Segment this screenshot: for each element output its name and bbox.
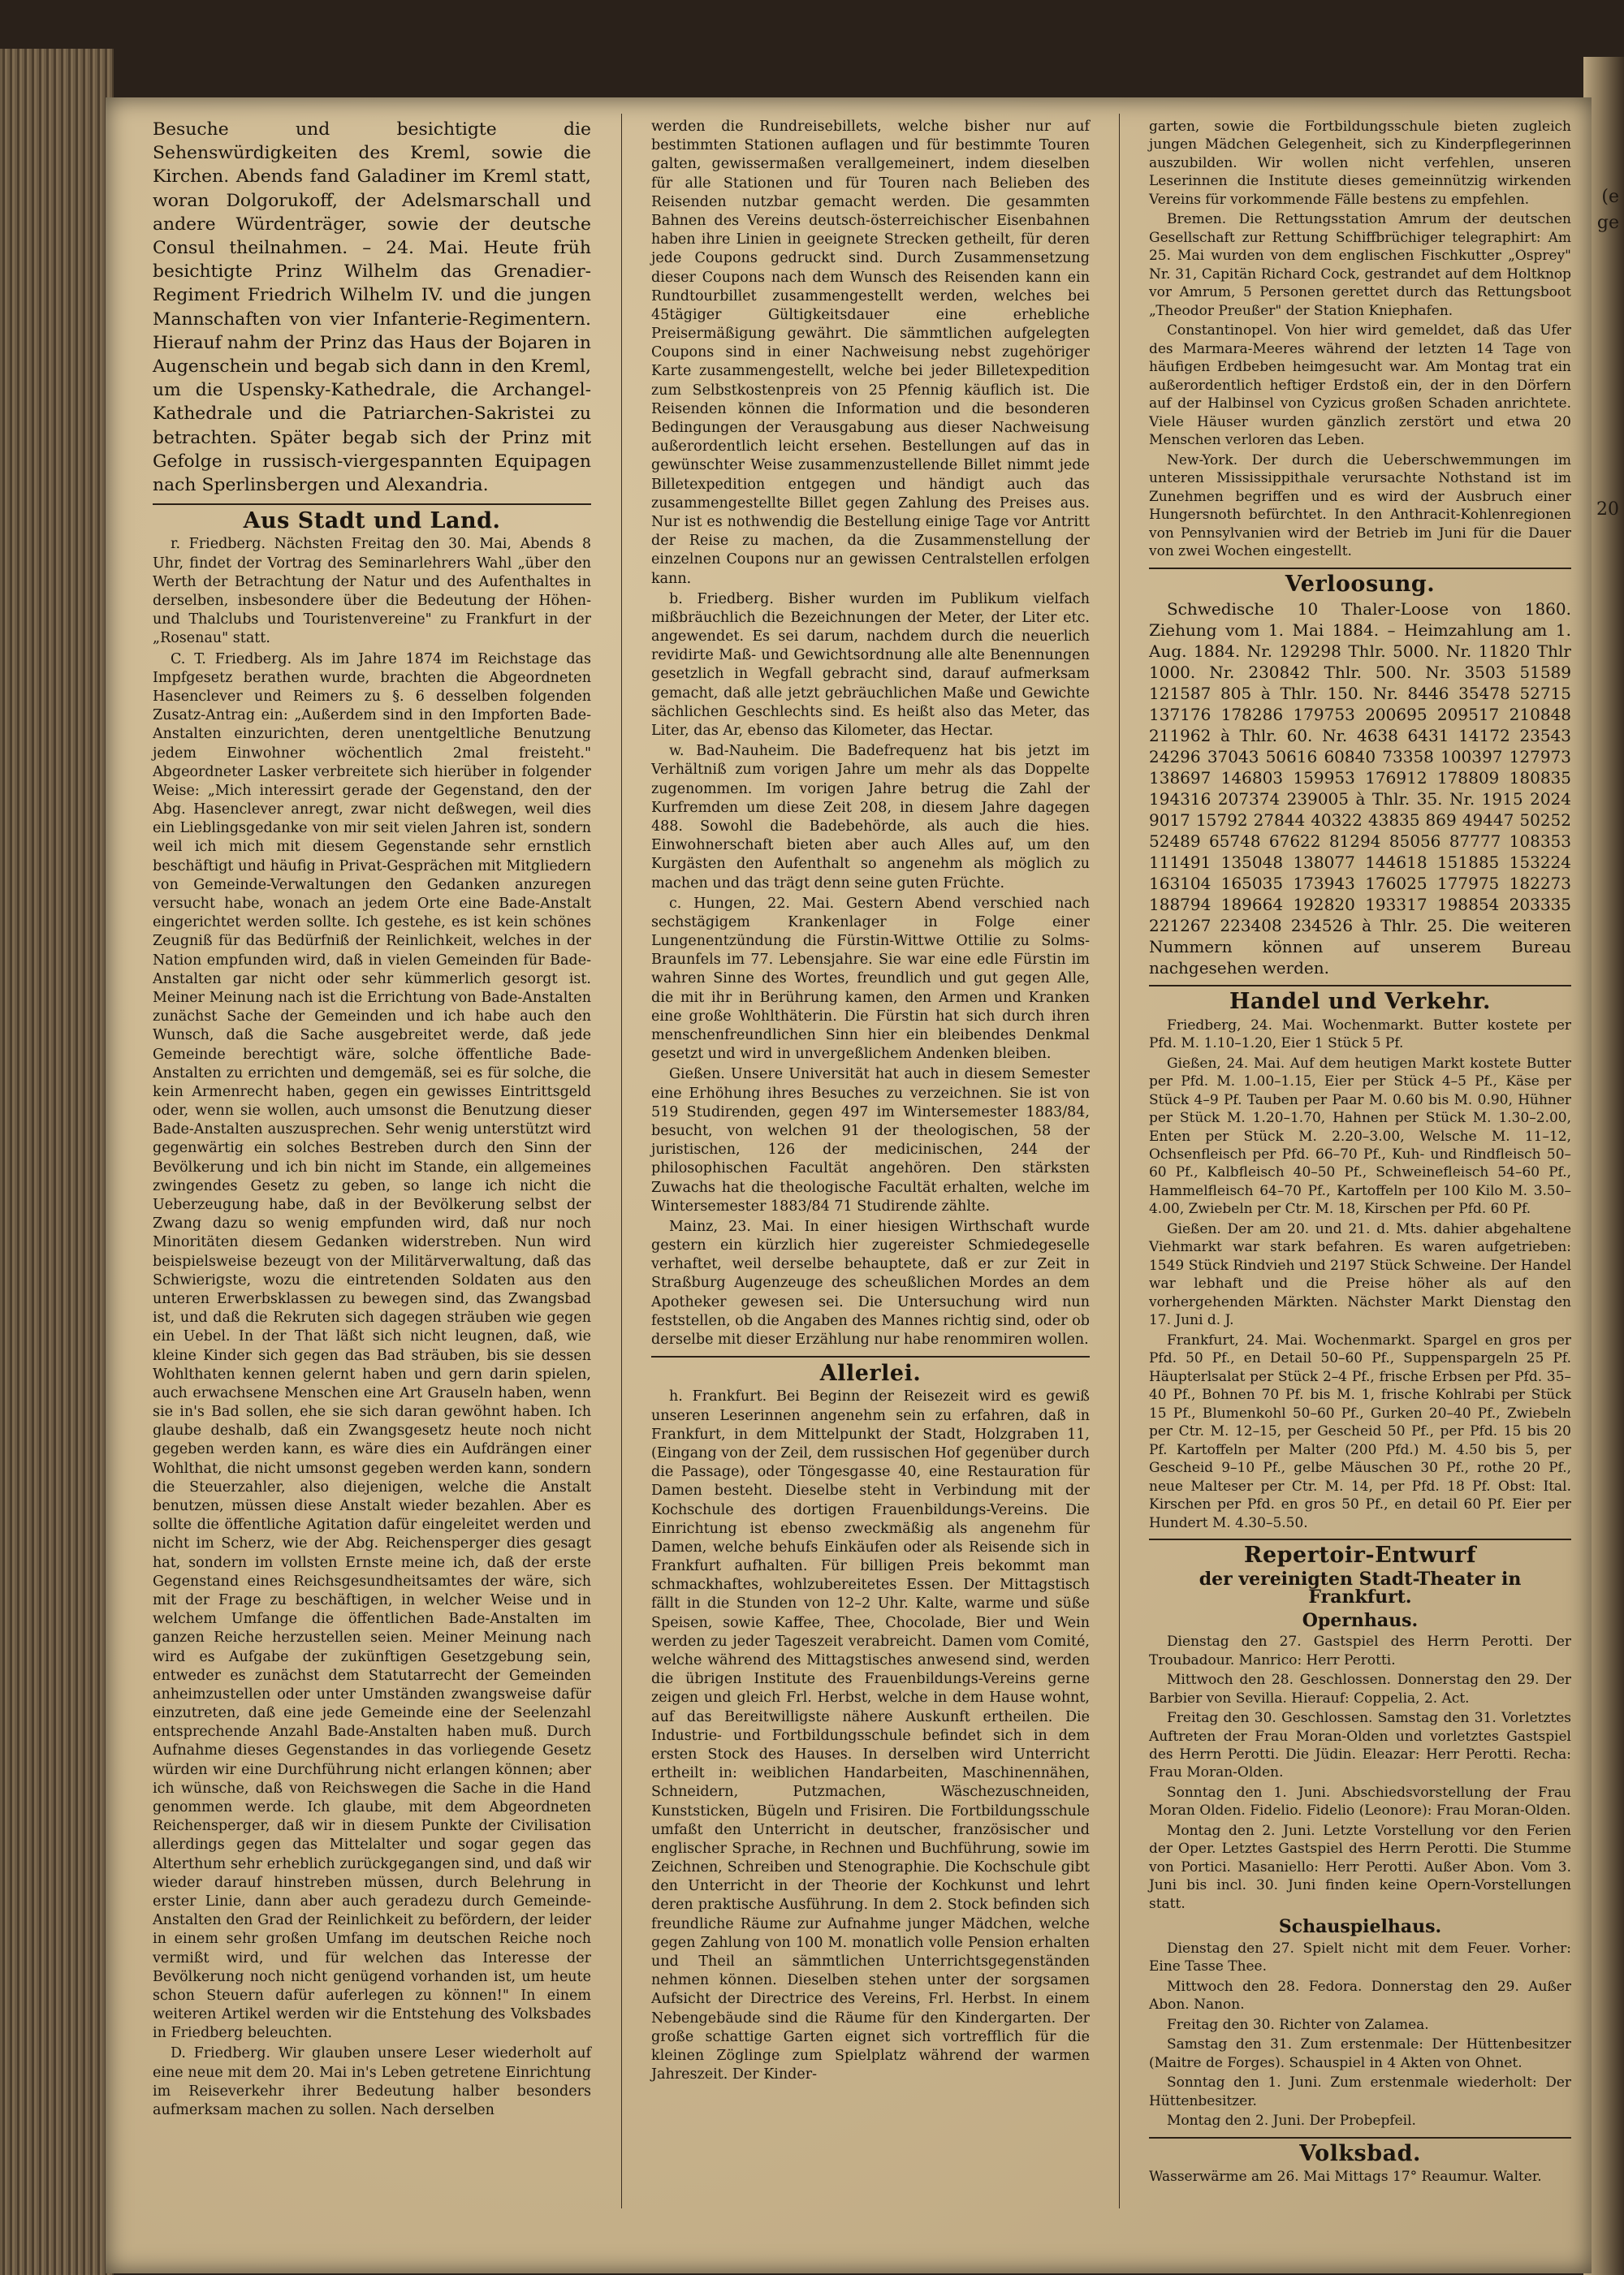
- repertoire-entry: Dienstag den 27. Gastspiel des Herrn Perotti. Der Troubadour. Manrico: Herr Perotti.: [1149, 1634, 1571, 1668]
- edge-fragment: 20: [1596, 499, 1619, 520]
- section-heading-public-bath: Volksbad.: [1299, 2140, 1421, 2166]
- repertoire-entry: Mittwoch den 28. Fedora. Donnerstag den 29. Außer Abon. Nanon.: [1149, 1978, 1571, 2014]
- repertoire-entry: Montag den 2. Juni. Der Probepfeil.: [1167, 2113, 1416, 2130]
- repertoire-entry: Freitag den 30. Geschlossen. Samstag den 31. Vorletztes Auftreten der Frau Moran-Olden und vorletztes Gastspiel des Herrn Perotti. Die Jüdin. Eleazar: Herr Perotti. Recha: Frau Moran-Olden.: [1149, 1710, 1571, 1781]
- article-paragraph: w. Bad-Nauheim. Die Badefrequenz hat bis jetzt im Verhältniß zum vorigen Jahre um mehr als das Doppelte zugenommen. Im vorigen Jahre betrug die Zahl der Kurfremden um diese Zeit 208, in diesem Jahre dagegen 488. Sowohl die Badebehörde, als auch die hies. Einwohnerschaft bieten aber auch Alles auf, um den Kurgästen den Aufenthalt so angenehm als möglich zu machen und das trägt denn seine guten Früchte.: [651, 743, 1090, 891]
- article-paragraph: c. Hungen, 22. Mai. Gestern Abend verschied nach sechstägigem Krankenlager in Folge einer Lungenentzündung die Fürstin-Wittwe Ottilie zu Solms-Braunfels im 77. Lebensjahre. Sie war eine edle Fürstin im wahren Sinne des Wortes, freundlich und gut gegen Alle, die mit ihr in Berührung kamen, den Armen und Kranken eine große Wohlthäterin. Die Fürstin hat sich durch ihren menschenfreundlichen Sinn hier ein bleibendes Denkmal gesetzt und wird in unvergeßlichem Andenken bleiben.: [651, 895, 1090, 1063]
- page-stack-edge: [0, 49, 114, 2275]
- section-divider: [1149, 985, 1571, 986]
- market-report: Frankfurt, 24. Mai. Wochenmarkt. Spargel en gros per Pfd. 50 Pf., en Detail 50–60 Pf., Suppenspargeln 25 Pf. Häupterlsalat per Stück 2–4 Pf., frische Erbsen per Pfd. 35–40 Pf., Bohnen 70 Pf. bis M. 1, frische Kohlrabi per Stück 15 Pf., Blumenkohl 50–60 Pf., Gurken 20–40 Pf., Zwiebeln per Ctr. M. 12–15, per Gescheid 50 Pf., per Pfd. 15 bis 20 Pf. Kartoffeln per Malter (200 Pfd.) M. 4.50 bis 5, per Gescheid 9–10 Pf., gelbe Mäuschen 30 Pf., rothe 20 Pf., neue Malteser per Ctr. M. 14, per Pfd. 18 Pf. Obst: Ital. Kirschen per Pfd. en gros 50 Pf., en detail 60 Pf. Eier per Hundert M. 4.30–5.50.: [1149, 1332, 1571, 1531]
- column-3: [1149, 118, 1571, 2188]
- lead-paragraph: Besuche und besichtigte die Sehenswürdigkeiten des Kreml, sowie die Kirchen. Abends fand Galadiner im Kreml statt, woran Dolgorukoff, der Adelsmarschall und andere Würdenträger, sowie der deutsche Consul theilnahmen. – 24. Mai. Heute früh besichtigte Prinz Wilhelm das Grenadier-Regiment Friedrich Wilhelm IV. und die jungen Mannschaften von vier Infanterie-Regimentern. Hierauf nahm der Prinz das Haus der Bojaren in Augenschein und begab sich dann in den Kreml, um die Uspensky-Kathedrale, die Archangel-Kathedrale und die Patriarchen-Sakristei zu betrachten. Später begab sich der Prinz mit Gefolge in russisch-viergespannten Equipagen nach Sperlinsbergen und Alexandria.: [153, 119, 591, 496]
- repertoire-entry: Mittwoch den 28. Geschlossen. Donnerstag den 29. Der Barbier von Sevilla. Hierauf: Coppelia, 2. Act.: [1149, 1672, 1571, 1707]
- repertoire-entry: Sonntag den 1. Juni. Abschiedsvorstellung der Frau Moran Olden. Fidelio. Fidelio (Leonore): Frau Moran-Olden.: [1149, 1784, 1571, 1820]
- article-paragraph: h. Frankfurt. Bei Beginn der Reisezeit wird es gewiß unseren Leserinnen angenehm sein zu erfahren, daß in Frankfurt, in dem Mittelpunkt der Stadt, Holzgraben 11, (Eingang von der Zeil, dem russischen Hof gegenüber durch die Passage), oder Töngesgasse 40, eine Restauration für Damen besteht. Dieselbe steht in Verbindung mit der Kochschule des dortigen Frauenbildungs-Vereins. Die Einrichtung ist ebenso zweckmäßig als angenehm für Damen, welche behufs Einkäufen oder als Reisende sich in Frankfurt aufhalten. Für billigen Preis bekommt man schmackhaftes, wohlzubereitetes Essen. Der Mittagstisch fällt in die Stunden von 12–2 Uhr. Kalte, warme und süße Speisen, sowie Kaffee, Thee, Chocolade, Bier und Wein werden zu jeder Tageszeit verabreicht. Damen vom Comité, welche während des Mittagstisches anwesend sind, werden die übrigen Institute des Frauenbildungs-Vereins gerne zeigen und gleich Frl. Herbst, welche in dem Hause wohnt, auf das Bereitwilligste nähere Auskunft ertheilen. Die Industrie- und Fortbildungsschule befindet sich in dem ersten Stock des Hauses. In derselben wird Unterricht ertheilt in: weiblichen Handarbeiten, Maschinennähen, Schneidern, Putzmachen, Wäschezuschneiden, Kunststicken, Bügeln und Frisiren. Die Fortbildungsschule umfaßt den Unterricht in deutscher, französischer und englischer Sprache, in Rechnen und Buchführung, sowie im Zeichnen, Schreiben und Stenographie. Die Kochschule gibt den Unterricht in der Theorie der Kochkunst und lehrt deren praktische Ausführung. In dem 2. Stock befinden sich freundliche Räume zur Aufnahme junger Mädchen, welche gegen Zahlung von 100 M. monatlich volle Pension erhalten und Theil an sämmtlichen Unterrichtsgegenständen nehmen können. Dieselben stehen unter der sorgsamen Aufsicht der Directrice des Vereins, Frl. Herbst. In einem Nebengebäude sind die Räume für den Kindergarten. Der große schattige Garten eignet sich vortrefflich für die kleinen Zöglinge zum Spielplatz während der warmen Jahreszeit. Der Kinder-: [651, 1388, 1090, 2083]
- article-paragraph: garten, sowie die Fortbildungsschule bieten zugleich jungen Mädchen Gelegenheit, sich zu Kinderpflegerinnen auszubilden. Wir wollen nicht verfehlen, unseren Leserinnen die Institute dieses gemeinnützig wirkenden Vereins für vorkommende Fälle bestens zu empfehlen.: [1149, 119, 1571, 208]
- repertoire-entry: Montag den 2. Juni. Letzte Vorstellung vor den Ferien der Oper. Letztes Gastspiel des Herrn Perotti. Die Stumme von Portici. Masaniello: Herr Perotti. Außer Abon. Vom 3. Juni bis incl. 30. Juni finden keine Opern-Vorstellungen statt.: [1149, 1822, 1571, 1912]
- article-paragraph: D. Friedberg. Wir glauben unsere Leser wiederholt auf eine neue mit dem 20. Mai in's Leben getretene Einrichtung im Reiseverkehr ihrer Bedeutung halber besonders aufmerksam machen zu sollen. Nach derselben: [153, 2045, 591, 2118]
- article-paragraph: C. T. Friedberg. Als im Jahre 1874 im Reichstage das Impfgesetz berathen wurde, brachten die Abgeordneten Hasenclever und Reimers zu §. 6 desselben folgenden Zusatz-Antrag ein: „Außerdem sind in den Impforten Bade-Anstalten einzurichten, deren unentgeltliche Benutzung jedem Einwohner wöchentlich 2mal freisteht." Abgeordneter Lasker verbreitete sich hierüber in folgender Weise: „Mich interessirt gerade der Gegenstand, den der Abg. Hasenclever anregt, zwar nicht deßwegen, weil dies ein Lieblingsgedanke von mir seit vielen Jahren ist, sondern weil ich mich mit diesem Gegenstande sehr ernstlich beschäftigt und häufig in Privat-Gesprächen mit Mitgliedern von Gemeinde-Verwaltungen den Gedanken anzuregen versucht habe, wonach an jedem Orte eine Bade-Anstalt eingerichtet werden sollte. Ich gestehe, es ist kein schönes Zeugniß für das Bedürfniß der Reinlichkeit, welches in der Nation empfunden wird, daß in vielen Gemeinden für Bade-Anstalten gar nicht oder sehr kümmerlich gesorgt ist. Meiner Meinung nach ist die Errichtung von Bade-Anstalten zunächst Sache der Gemeinden und ich habe auch den Wunsch, daß die Sache ausgebreitet werde, daß jede Gemeinde berechtigt wäre, solche öffentliche Bade-Anstalten zu errichten und demgemäß, sei es für solche, die kein Armenrecht haben, gegen ein gewisses Eintrittsgeld oder, wenn sie wollen, auch umsonst die Benutzung dieser Bade-Anstalten auszusprechen. Sehr wenig unterstützt wird gegenwärtig ein solches Bestreben durch den Sinn der Bevölkerung und ich bin nicht im Stande, ein allgemeines zwingendes Gesetz zu geben, so lange ich nicht die Ueberzeugung habe, daß in der Bevölkerung selbst der Zwang dazu so wenig empfunden wird, daß nur noch Minoritäten diesem Gedanken widerstreben. Nun wird beispielsweise bezeugt von der Militärverwaltung, daß das Schwierigste, wozu die eintretenden Soldaten aus den unteren Erwerbsklassen zu bewegen sind, das Zwangsbad ist, und daß die Rekruten sich dagegen sträuben wie gegen ein Uebel. In der That läßt sich nicht leugnen, daß, wie kleine Kinder sich gegen das Bad sträuben, bis sie dessen Wohlthaten kennen gelernt haben und gern darin spielen, auch erwachsene Menschen eine Art Grauseln haben, wenn sie in's Bad sollen, ehe sie sich daran gewöhnt haben. Ich glaube deshalb, daß ein Zwangsgesetz heute noch nicht gegeben werden kann, es wäre dies ein Aufdrängen einer Wohlthat, die nicht umsonst gegeben werden kann, sondern die Steuerzahler, also diejenigen, welche die Anstalt benutzen, müssen diese Anstalt wieder bezahlen. Aber es sollte die öffentliche Agitation dafür eingeleitet werden und nicht im Scherz, wie der Abg. Reichensperger dies gesagt hat, sondern im vollsten Ernste meine ich, daß der erste Gegenstand eines Reichsgesundheitsamtes der wäre, sich mit der Frage zu beschäftigen, in welcher Weise und in welchem Umfange die öffentlichen Bade-Anstalten im ganzen Reiche herzustellen seien. Meiner Meinung nach wird es Aufgabe der zukünftigen Gesetzgebung sein, entweder es zunächst dem Statutarrecht der Gemeinden anheimzustellen oder unter Umständen zwangsweise dafür einzutreten, daß eine jede Gemeinde eine der Seelenzahl entsprechende Anzahl Bade-Anstalten haben muß. Durch Aufnahme dieses Gegenstandes in das vorliegende Gesetz würden wir eine Durchführung nicht erlangen können; aber ich wünsche, daß von Reichswegen die Sache in die Hand genommen werde. Ich glaube, mit dem Abgeordneten Reichensperger, daß wir in diesem Punkte der Civilisation allerdings gegen das Mittelalter und sogar gegen das Alterthum sehr erheblich zurückgegangen sind, und daß wir wieder darauf hinstreben müssen, durch Belehrung in erster Linie, dann aber auch geradezu durch Gemeinde-Anstalten den Grad der Reinlichkeit zu befördern, der leider in einem sehr großen Umfang im deutschen Reiche noch vermißt wird, und für welchen das Interesse der Bevölkerung noch nicht genügend vorhanden ist, um heute schon Steuern dafür auferlegen zu können!" In einem weiteren Artikel werden wir die Entstehung des Volksbades in Friedberg beleuchten.: [153, 650, 591, 2042]
- edge-fragment: (e: [1601, 187, 1619, 207]
- article-paragraph: r. Friedberg. Nächsten Freitag den 30. Mai, Abends 8 Uhr, findet der Vortrag des Seminarlehrers Wahl „über den Werth der Betrachtung der Natur und des Aufenthaltes in derselben, insbesondere über die Bedeutung der Höhen- und Thalclubs und Touristenvereine" zu Frankfurt in der „Rosenau" statt.: [153, 536, 591, 647]
- market-report: Gießen. Der am 20. und 21. d. Mts. dahier abgehaltene Viehmarkt war stark befahren. Es waren aufgetrieben: 1549 Stück Rindvieh und 2197 Stück Schweine. Der Handel war lebhaft und die Preise höher als auf den vorhergehenden Märkten. Nächster Markt Dienstag den 17. Juni d. J.: [1149, 1220, 1571, 1329]
- article-paragraph: Mainz, 23. Mai. In einer hiesigen Wirthschaft wurde gestern ein kürzlich hier zugereister Schmiedegeselle verhaftet, weil derselbe behauptete, daß er zur Zeit in Straßburg Augenzeuge des scheußlichen Mordes an dem Apotheker gewesen sei. Die Untersuchung wird nun feststellen, ob die Angaben des Mannes richtig sind, oder ob derselbe mit dieser Erzählung nur habe renommiren wollen.: [651, 1218, 1090, 1348]
- playhouse-heading: Schauspielhaus.: [1278, 1916, 1442, 1938]
- section-divider: [1149, 568, 1571, 569]
- bath-temperature-note: Wasserwärme am 26. Mai Mittags 17° Reaumur. Walter.: [1149, 2169, 1542, 2186]
- market-report: Friedberg, 24. Mai. Wochenmarkt. Butter kostete per Pfd. M. 1.10–1.20, Eier 1 Stück 5 Pf.: [1149, 1017, 1571, 1052]
- section-heading-miscellany: Allerlei.: [819, 1361, 922, 1387]
- column-1: [153, 118, 591, 2122]
- repertoire-entry: Freitag den 30. Richter von Zalamea.: [1167, 2016, 1429, 2033]
- section-heading-lottery: Verloosung.: [1285, 571, 1436, 597]
- section-heading-local-news: Aus Stadt und Land.: [243, 508, 501, 534]
- repertoire-entry: Sonntag den 1. Juni. Zum erstenmale wiederholt: Der Hüttenbesitzer.: [1149, 2074, 1571, 2109]
- section-divider: [651, 1356, 1090, 1358]
- column-rule: [621, 114, 622, 2208]
- repertoire-subheading: der vereinigten Stadt-Theater in Frankfurt.: [1199, 1568, 1522, 1608]
- lead-article: [153, 118, 591, 497]
- repertoire-entry: Dienstag den 27. Spielt nicht mit dem Feuer. Vorher: Eine Tasse Thee.: [1149, 1940, 1571, 1975]
- column-rule: [1119, 114, 1120, 2208]
- article-paragraph: werden die Rundreisebillets, welche bisher nur auf bestimmten Stationen auflagen und für bestimmte Touren galten, gewissermaßen verallgemeinert, indem dieselben für alle Stationen und für Touren nach Belieben des Reisenden nutzbar gemacht werden. Die gesammten Bahnen des Vereins deutsch-österreichischer Eisenbahnen haben ihre Linien in geeignete Strecken getheilt, für deren jede Coupons gedruckt sind. Durch Zusammensetzung dieser Coupons nach dem Wunsch des Reisenden kann ein Rundtourbillet zusammengestellt werden, welches bei 45tägiger Gültigkeitsdauer eine erhebliche Preisermäßigung gewährt. Die sämmtlichen aufgelegten Coupons sind in einer Nachweisung nebst zugehöriger Karte zusammengestellt, welche bei jeder Billetexpedition zum Selbstkostenpreis von 25 Pfennig käuflich ist. Die Reisenden können die Information und die besonderen Bedingungen der Verausgabung aus dieser Nachweisung außerordentlich leicht ersehen. Bestellungen auf das in gewünschter Weise zusammenzustellende Billet nimmt jede Billetexpedition entgegen und händigt auch das zusammengestellte Billet gegen Zahlung des Preises aus. Nur ist es nothwendig die Bestellung einige Tage vor Antritt der Reise zu machen, da die Zusammenstellung der einzelnen Coupons nur an gewissen Centralstellen erfolgen kann.: [651, 119, 1090, 587]
- opera-house-heading: Opernhaus.: [1302, 1609, 1419, 1631]
- repertoire-entry: Samstag den 31. Zum erstenmale: Der Hüttenbesitzer (Maitre de Forges). Schauspiel in 4 Akten von Ohnet.: [1149, 2036, 1571, 2071]
- section-heading-repertoire: Repertoir-Entwurf: [1244, 1543, 1476, 1569]
- newspaper-page: [106, 97, 1592, 2273]
- edge-fragment: ge: [1596, 213, 1619, 233]
- lottery-numbers: Schwedische 10 Thaler-Loose von 1860. Ziehung vom 1. Mai 1884. – Heimzahlung am 1. Aug. 1884. Nr. 129298 Thlr. 5000. Nr. 11820 Thlr 1000. Nr. 230842 Thlr. 500. Nr. 3503 51589 121587 805 à Thlr. 150. Nr. 8446 35478 52715 137176 178286 179753 200695 209517 210848 211962 à Thlr. 60. Nr. 4638 6431 14172 23543 24296 37043 50616 60840 73358 100397 127973 138697 146803 159953 176912 178809 180835 194316 207374 239005 à Thlr. 35. Nr. 1915 2024 9017 15792 27844 40322 43835 869 49447 50252 52489 65748 67622 81294 85056 87777 108353 111491 135048 138077 144618 151885 153224 163104 165035 173943 176025 177975 182273 188794 189664 192820 193317 198854 203335 221267 223408 234526 à Thlr. 25. Die weiteren Nummern können auf unserem Bureau nachgesehen werden.: [1149, 599, 1571, 978]
- article-paragraph: b. Friedberg. Bisher wurden im Publikum vielfach mißbräuchlich die Bezeichnungen der Meter, der Liter etc. angewendet. Es sei darum, nachdem durch die neuerlich revidirte Maß- und Gewichtsordnung alle alte Benennungen gesetzlich in Wegfall gebracht sind, darauf aufmerksam gemacht, daß alle jetzt gebräuchlichen Maße und Gewichte sächlichen Geschlechts sind. Es heißt also das Meter, das Liter, das Ar, ebenso das Kilometer, das Hectar.: [651, 590, 1090, 739]
- column-2: [651, 118, 1090, 2086]
- article-paragraph: Gießen. Unsere Universität hat auch in diesem Semester eine Erhöhung ihres Besuches zu verzeichnen. Sie ist von 519 Studirenden, gegen 497 im Wintersemester 1883/84, besucht, von welchen 91 der theologischen, 58 der juristischen, 126 der medicinischen, 244 der philosophischen Facultät angehören. Den stärksten Zuwachs hat die theologische Facultät erhalten, welche im Wintersemester 1883/84 71 Studirende zählte.: [651, 1066, 1090, 1215]
- section-divider: [153, 503, 591, 505]
- article-paragraph: Constantinopel. Von hier wird gemeldet, daß das Ufer des Marmara-Meeres während der letzten 14 Tage von häufigen Erdbeben heimgesucht war. Am Montag trat ein außerordentlich heftiger Erdstoß ein, der in den Dörfern auf der Halbinsel von Cyzicus großen Schaden anrichtete. Viele Häuser wurden gänzlich zerstört und etwa 20 Menschen verloren das Leben.: [1149, 322, 1571, 449]
- article-paragraph: Bremen. Die Rettungsstation Amrum der deutschen Gesellschaft zur Rettung Schiffbrüchiger telegraphirt: Am 25. Mai wurden von dem englischen Fischkutter „Osprey" Nr. 31, Capitän Richard Cock, gestrandet auf dem Holtknop vor Amrum, 5 Personen gerettet durch das Rettungsboot „Theodor Preußer" der Station Kniephafen.: [1149, 211, 1571, 319]
- market-report: Gießen, 24. Mai. Auf dem heutigen Markt kostete Butter per Pfd. M. 1.00–1.15, Eier per Stück 4–5 Pf., Käse per Stück 4–9 Pf. Tauben per Paar M. 0.60 bis M. 0.90, Hühner per Stück M. 1.20–1.70, Hahnen per Stück M. 1.30–2.00, Enten per Stück M. 2.20–3.00, Welsche M. 11–12, Ochsenfleisch per Pfd. 66–70 Pf., Kuh- und Rindfleisch 50–60 Pf., Kalbfleisch 40–50 Pf., Schweinefleisch 54–60 Pf., Hammelfleisch 64–70 Pf., Kartoffeln per 100 Kilo M. 3.50–4.00, Zwiebeln per Ctr. M. 18, Kirschen per Pfd. 60 Pf.: [1149, 1055, 1571, 1218]
- article-paragraph: New-York. Der durch die Ueberschwemmungen im unteren Mississippithale verursachte Nothstand ist im Zunehmen begriffen und es wird der Ausbruch einer Hungersnoth befürchtet. In den Anthracit-Kohlenregionen von Pennsylvanien wird der Betrieb im Juni für die Dauer von zwei Wochen eingestellt.: [1149, 451, 1571, 560]
- section-divider: [1149, 1539, 1571, 1540]
- section-divider: [1149, 2137, 1571, 2139]
- section-heading-trade: Handel und Verkehr.: [1229, 989, 1491, 1015]
